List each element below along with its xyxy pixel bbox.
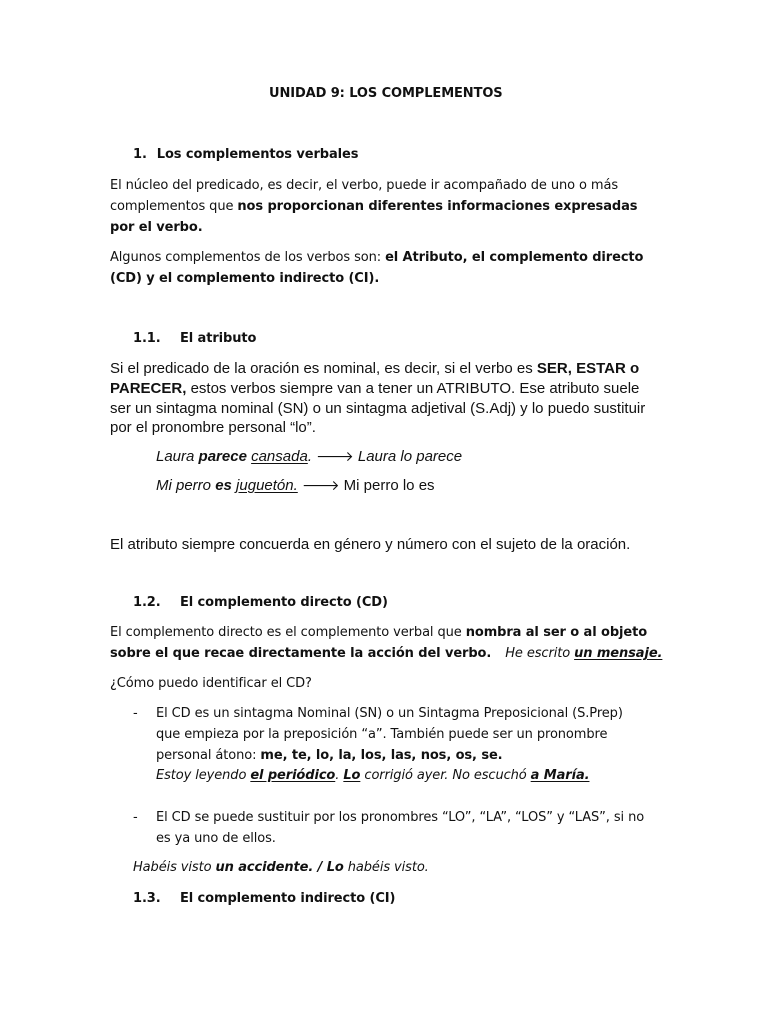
list-item-line	[156, 768, 589, 783]
arrow-icon: 🡒	[316, 449, 354, 465]
bold-text: SER, ESTAR o	[536, 360, 640, 377]
bold-italic-text: parece	[198, 448, 247, 465]
paragraph-line: por el pronombre personal “lo”.	[110, 419, 316, 436]
paragraph-line: El núcleo del predicado, es decir, el verbo, puede ir acompañado de uno o más	[110, 178, 618, 193]
paragraph-line	[110, 250, 643, 265]
italic-text: Mi perro	[156, 477, 216, 494]
bullet-marker: -	[133, 706, 138, 721]
underlined-text: un mensaje.	[574, 646, 663, 661]
paragraph-line: por el verbo.	[110, 220, 203, 235]
bold-italic-text: es	[215, 477, 232, 494]
underlined-text: el periódico	[250, 768, 336, 783]
list-item-line: que empieza por la preposición “a”. También puede ser un pronombre	[156, 727, 608, 742]
text-run: El complemento directo es el complemento verbal que	[110, 625, 466, 640]
example-line	[133, 860, 429, 875]
section-title: El complemento indirecto (CI)	[180, 891, 396, 906]
underlined-text: cansada	[251, 448, 308, 465]
paragraph-line	[110, 360, 639, 377]
section-number: 1.	[133, 147, 147, 162]
bold-text: sobre el que recae directamente la acción del verbo.	[110, 646, 492, 661]
section-number: 1.3.	[133, 891, 161, 906]
italic-text: Estoy leyendo	[156, 768, 251, 783]
italic-text: habéis visto.	[343, 860, 429, 875]
bullet-marker: -	[133, 810, 138, 825]
italic-text: .	[307, 448, 317, 465]
underlined-text: juguetón.	[236, 477, 298, 494]
paragraph-line: (CD) y el complemento indirecto (CI).	[110, 271, 380, 286]
list-item-line	[156, 748, 503, 763]
bold-text: PARECER,	[110, 380, 187, 397]
italic-text: Laura lo parece	[353, 448, 463, 465]
example-line	[156, 477, 435, 494]
paragraph-line	[110, 380, 639, 397]
italic-text: He escrito	[505, 646, 575, 661]
paragraph-line: El atributo siempre concuerda en género y número con el sujeto de la oración.	[110, 536, 631, 553]
underlined-text: Lo	[343, 768, 361, 783]
list-item-line: es ya uno de ellos.	[156, 831, 276, 846]
section-number: 1.1.	[133, 331, 161, 346]
bold-text: nombra al ser o al objeto	[465, 625, 648, 640]
section-1-2-heading	[133, 595, 388, 610]
text-run: complementos que	[110, 199, 238, 214]
paragraph-line	[110, 646, 662, 661]
list-item-line: El CD se puede sustituir por los pronombres “LO”, “LA”, “LOS” y “LAS”, si no	[156, 810, 645, 825]
italic-text: Habéis visto	[133, 860, 216, 875]
italic-text: corrigió ayer. No escuchó	[360, 768, 531, 783]
paragraph-line: ¿Cómo puedo identificar el CD?	[110, 676, 312, 691]
section-title: El atributo	[180, 331, 257, 346]
italic-text: .	[335, 768, 344, 783]
section-title: Los complementos verbales	[156, 147, 359, 162]
text-run: Algunos complementos de los verbos son:	[110, 250, 386, 265]
text-run: personal átono:	[156, 748, 261, 763]
paragraph-line	[110, 199, 637, 214]
bold-text: el Atributo, el complemento directo	[385, 250, 644, 265]
paragraph-line: ser un sintagma nominal (SN) o un sintagma adjetival (S.Adj) y lo puedo sustituir	[110, 400, 646, 417]
section-1-3-heading	[133, 891, 395, 906]
document-title: UNIDAD 9: LOS COMPLEMENTOS	[269, 86, 503, 101]
bold-text: nos proporcionan diferentes informaciones expresadas	[237, 199, 638, 214]
paragraph-line	[110, 625, 647, 640]
section-number: 1.2.	[133, 595, 161, 610]
text-run: Mi perro lo es	[339, 477, 435, 494]
underlined-text: a María.	[530, 768, 590, 783]
section-1-1-heading	[133, 331, 256, 346]
list-item-line: El CD es un sintagma Nominal (SN) o un Sintagma Preposicional (S.Prep)	[156, 706, 623, 721]
bold-italic-text: un accidente. / Lo	[215, 860, 344, 875]
text-run: Si el predicado de la oración es nominal, es decir, si el verbo es	[110, 360, 537, 377]
italic-text: Laura	[156, 448, 199, 465]
text-run: estos verbos siempre van a tener un ATRIBUTO. Ese atributo suele	[186, 380, 640, 397]
example-line	[156, 448, 462, 465]
section-1-heading	[133, 147, 358, 162]
bold-text: me, te, lo, la, los, las, nos, os, se.	[260, 748, 503, 763]
section-title: El complemento directo (CD)	[180, 595, 388, 610]
arrow-icon: 🡒	[301, 478, 340, 494]
